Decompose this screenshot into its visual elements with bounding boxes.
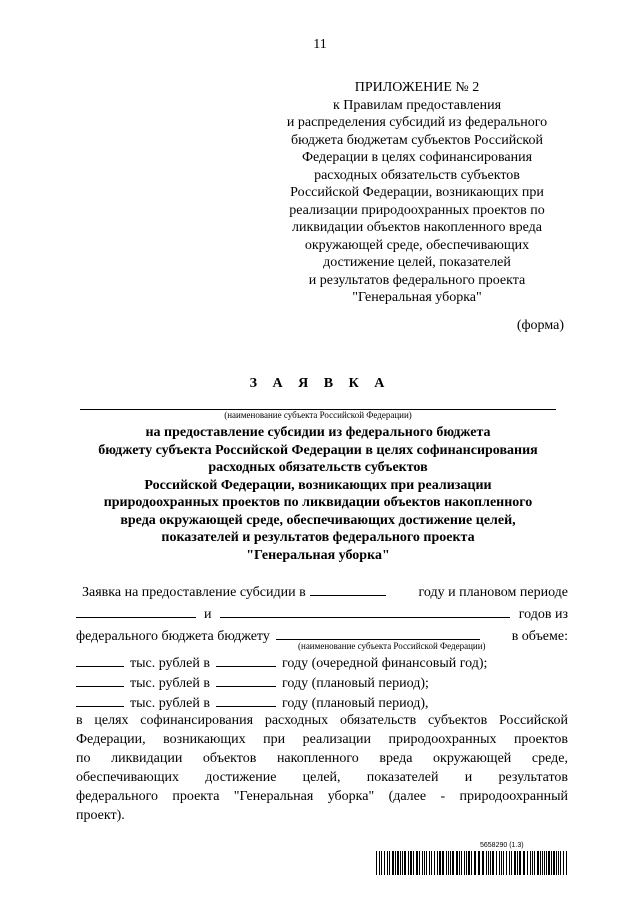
- appendix-line: реализации природоохранных проектов по: [289, 202, 545, 218]
- appendix-line: ПРИЛОЖЕНИЕ № 2: [354, 80, 480, 95]
- final-paragraph: [76, 711, 568, 825]
- appendix-line: Федерации в целях софинансирования: [301, 150, 533, 165]
- amount-year-field[interactable]: [216, 653, 276, 667]
- paragraph-line: обеспечивающих достижение целей, показателей и результатов: [76, 770, 568, 785]
- purpose-line: показателей и результатов федерального проекта: [161, 530, 475, 545]
- purpose-line: природоохранных проектов по ликвидации объектов накопленного: [103, 495, 533, 510]
- body-text: и: [204, 607, 212, 622]
- paragraph-line: в целях софинансирования расходных обязательств субъектов Российской: [76, 713, 568, 728]
- paragraph-line: Федерации, возникающих при реализации природоохранных проектов: [76, 732, 568, 747]
- subject-name-caption: (наименование субъекта Российской Федерации): [224, 410, 412, 420]
- amount-suffix: году (плановый период);: [281, 676, 429, 691]
- purpose-line: расходных обязательств субъектов: [208, 460, 428, 475]
- body-text: годов из: [518, 607, 568, 622]
- amount-field[interactable]: [76, 693, 124, 707]
- amount-year-field[interactable]: [216, 673, 276, 687]
- year-field[interactable]: [310, 582, 386, 596]
- document-title: З А Я В К А: [249, 376, 391, 391]
- appendix-line: окружающей среде, обеспечивающих: [304, 237, 530, 253]
- amount-year-field[interactable]: [216, 693, 276, 707]
- planning-year-to-field[interactable]: [220, 604, 510, 618]
- purpose-line: Российской Федерации, возникающих при реализации: [144, 477, 492, 493]
- amounts-block: [76, 653, 568, 713]
- document-code: 5658290 (1.3): [480, 842, 524, 849]
- appendix-line: "Генеральная уборка": [352, 290, 482, 305]
- paragraph-line: по ликвидации объектов накопленного вреда окружающей среде,: [76, 751, 568, 766]
- amount-row: [76, 673, 568, 693]
- amount-field[interactable]: [76, 673, 124, 687]
- amount-suffix: году (плановый период),: [281, 696, 429, 711]
- appendix-line: достижение целей, показателей: [323, 255, 511, 270]
- planning-year-from-field[interactable]: [76, 604, 196, 618]
- subject-name-caption-small: (наименование субъекта Российской Федерации): [298, 641, 486, 651]
- appendix-line: Российской Федерации, возникающих при: [290, 185, 544, 200]
- body-line-1: [76, 582, 568, 602]
- body-line-2: [76, 604, 568, 624]
- purpose-line: "Генеральная уборка": [246, 547, 390, 563]
- amount-field[interactable]: [76, 653, 124, 667]
- amount-unit: тыс. рублей в: [130, 676, 210, 691]
- paragraph-line: федерального проекта "Генеральная уборка" (далее - природоохранный: [76, 789, 568, 804]
- appendix-line: расходных обязательств субъектов: [314, 167, 520, 183]
- application-body: [76, 582, 568, 646]
- barcode-icon: [376, 851, 568, 875]
- purpose-line: бюджету субъекта Российской Федерации в целях софинансирования: [98, 442, 538, 458]
- body-text: Заявка на предоставление субсидии в: [82, 585, 306, 600]
- purpose-line: вреда окружающей среде, обеспечивающих достижение целей,: [120, 512, 516, 528]
- appendix-line: к Правилам предоставления: [332, 97, 502, 113]
- appendix-line: бюджета бюджетам субъектов Российской: [291, 132, 543, 148]
- body-text: году и плановом периоде: [418, 585, 568, 600]
- appendix-line: ликвидации объектов накопленного вреда: [292, 220, 542, 235]
- appendix-header: [262, 79, 572, 307]
- amount-suffix: году (очередной финансовый год);: [281, 656, 488, 671]
- amount-unit: тыс. рублей в: [130, 656, 210, 671]
- appendix-line: и результатов федерального проекта: [308, 272, 526, 288]
- subject-budget-field[interactable]: [276, 626, 480, 640]
- paragraph-line: проект).: [76, 808, 125, 823]
- body-text: федерального бюджета бюджету: [76, 629, 270, 644]
- application-purpose: [60, 424, 576, 564]
- form-label: (форма): [516, 318, 564, 333]
- purpose-line: на предоставление субсидии из федерального бюджета: [145, 425, 491, 440]
- amount-row: [76, 693, 568, 713]
- amount-unit: тыс. рублей в: [130, 696, 210, 711]
- body-text: в объеме:: [511, 629, 568, 644]
- appendix-line: и распределения субсидий из федерального: [286, 115, 548, 130]
- page-number: 11: [313, 37, 327, 52]
- amount-row: [76, 653, 568, 673]
